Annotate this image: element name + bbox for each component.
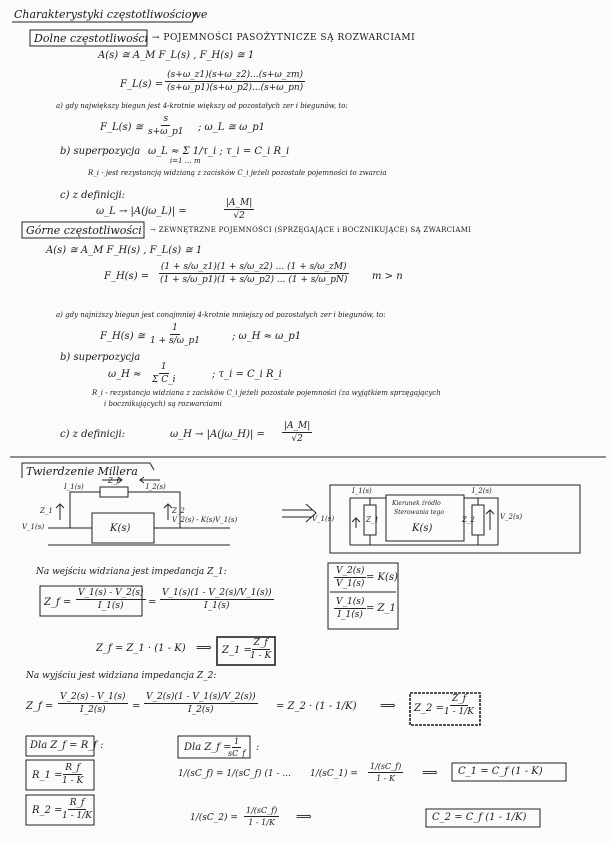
c-heading-den: sC_f [228,749,246,758]
high-a-text: a) gdy najniższy biegun jest conajmniej 4-krotnie mniejszy od pozostałych zer i biegunów, to: [56,311,386,319]
low-a-text: a) gdy największy biegun jest 4-krotnie większy od pozostałych zer i biegunów, to: [56,102,348,110]
in-eq1-num: V_1(s) - V_2(s) [78,588,144,598]
lc-v1: V_1(s) [22,523,45,531]
low-b-note: R_i - jest rezystancją widzianą z zacisków C_i jeżeli pozostałe pojemności to zwarcia [88,169,387,177]
low-b-text: b) superpozycja [60,146,141,157]
lc-z1: Z_1 [40,507,53,515]
low-a-num: s [163,114,169,124]
in-res-num: Z_f [253,638,268,648]
r1-lhs: R_1 = [32,770,63,781]
high-b-note2: i bocznikujących) są rozwarciami [104,400,222,408]
low-c-num: |A_M| [226,198,253,208]
low-c-fraction [224,198,254,221]
rc-i1: I_1(s) [352,487,372,495]
out-res-frac [442,694,476,717]
in-eq1-frac [76,588,146,611]
in-res-den: 1 - K [250,651,272,661]
high-c-eq: ω_H → |A(jω_H)| = [170,429,265,440]
high-a-num: 1 [172,323,178,333]
r2-lhs: R_2 = [32,805,63,816]
out-eq-mid: = [132,701,141,712]
high-b-note1: R_i - rezystancja widziana z zacisków C_i jeżeli pozostałe pojemności (za wyjątkiem sprzęgających [92,389,441,397]
high-c-fraction [282,421,312,444]
out-eq-num: V_2(s) - V_1(s) [60,692,126,702]
miller-out-heading: Na wyjściu jest widziana impedancja Z_2: [26,671,217,681]
miller-in-heading: Na wejściu widziana jest impedancja Z_1: [36,567,227,577]
side-z-den: I_1(s) [337,610,363,620]
c1-arrow: ⟹ [422,766,438,779]
r-heading: Dla Z_f = R_f : [30,740,104,751]
in-eq1-mid: = [148,597,157,608]
high-b-den: Σ C_i [152,375,176,385]
out-eq-frac2 [144,692,258,715]
high-statement: → ZEWNĘTRZNE POJEMNOŚCI (SPRZĘGAJĄCE i BOCZNIKUJĄCE) SĄ ZWARCIAMI [150,226,472,234]
high-a-eq: F_H(s) ≅ [100,331,146,342]
high-c-num: |A_M| [284,421,311,431]
r2-den: 1 - 1/K [62,811,92,821]
lc-z2: Z_2 [172,507,185,515]
in-eq1-num2: V_1(s)(1 - V_2(s)/V_1(s)) [162,588,272,598]
rc-src-l2: Sterowania tego [394,509,444,516]
r1-frac [60,763,85,786]
low-a-fraction [146,114,186,137]
in-res-lhs: Z_1 = [222,645,252,656]
high-a-eq2: ; ω_H ≈ ω_p1 [232,331,302,342]
c2-res: C_2 = C_f (1 - 1/K) [432,812,527,823]
side-k-frac [334,566,366,589]
in-eq1-den2: I_1(s) [204,601,230,611]
c1-frac [368,762,403,783]
high-b-num: 1 [160,362,167,372]
side-z-rhs: = Z_1 [366,603,396,614]
low-fl-den: (s+ω_p1)(s+ω_p2)...(s+ω_pn) [167,83,304,93]
low-c-eq: ω_L → |A(jω_L)| = [96,206,187,217]
c2-num: 1/(sC_f) [246,806,278,815]
c1-eq2: 1/(sC_1) = [310,769,358,779]
miller-heading: Twierdzenie Millera [26,465,138,478]
lc-vout: V_2(s) - K(s)V_1(s) [172,516,238,524]
high-b-text: b) superpozycja [60,352,141,363]
side-z-num: V_1(s) [336,597,365,607]
lc-k: K(s) [110,523,131,534]
low-fl-fraction [165,70,305,93]
page-title: Charakterystyki częstotliwościowe [14,8,208,21]
high-fh-lhs: F_H(s) = [104,271,150,282]
r1-num: R_f [65,763,80,773]
c2-lhs: 1/(sC_2) = [190,813,238,823]
in-eq2: Z_f = Z_1 · (1 - K) [96,643,186,654]
c1-num: 1/(sC_f) [370,762,402,771]
high-fh-cond: m > n [372,271,403,282]
c-heading-end: : [256,742,260,753]
c1-den: 1 - K [376,774,396,783]
low-fl-lhs: F_L(s) = [120,79,164,90]
r2-frac [60,798,94,821]
rc-v2: V_2(s) [500,513,523,521]
out-res-lhs: Z_2 = [414,703,444,714]
rc-src-l1: Kierunek źródło [392,500,441,507]
lc-zf: Z_f [108,477,119,485]
in-eq1-den: I_1(s) [98,601,124,611]
c-heading-lhs: Dla Z_f = [184,742,232,753]
c1-eq: 1/(sC_f) = 1/(sC_f) (1 - ... [178,769,291,779]
high-c-den: √2 [291,434,303,444]
lc-i2: I_2(s) [146,483,166,491]
c1-res: C_1 = C_f (1 - K) [458,766,543,777]
out-res-num: Z_f [451,694,467,704]
c-heading-frac [226,737,247,758]
rc-v1: V_1(s) [312,515,335,523]
high-b-fraction [150,362,178,385]
low-fl-num: (s+ω_z1)(s+ω_z2)...(s+ω_zm) [167,70,304,80]
high-eq-a: A(s) ≅ A_M F_H(s) , F_L(s) ≅ 1 [46,245,203,256]
low-c-den: √2 [233,211,245,221]
high-fh-num: (1 + s/ω_z1)(1 + s/ω_z2) ... (1 + s/ω_zM) [160,262,347,272]
implies-arrow [282,504,316,522]
low-heading: Dolne częstotliwości [34,32,149,45]
low-c-text: c) z definicji: [60,190,126,201]
in-eq1-frac2 [160,588,274,611]
low-eq-a: A(s) ≅ A_M F_L(s) , F_H(s) ≅ 1 [98,50,255,61]
high-a-den: 1 + s/ω_p1 [150,336,200,346]
rc-i2: I_2(s) [472,487,492,495]
rc-z1: Z_1 [366,516,379,524]
side-k-rhs: = K(s) [366,572,398,583]
in-res-frac [248,638,273,661]
high-b-eq-lhs: ω_H ≈ [108,369,142,380]
out-eq-rhs: = Z_2 · (1 - 1/K) [276,701,357,712]
r1-den: 1 - K [62,776,84,786]
low-b-eq: ω_L ≈ Σ 1/τ_i ; τ_i = C_i R_i [148,146,290,157]
out-arrow: ⟹ [380,699,396,712]
out-eq-den: I_2(s) [80,705,106,715]
low-statement: → POJEMNOŚCI PASOŻYTNICZE SĄ ROZWARCIAMI [152,33,416,43]
high-b-eq2: ; τ_i = C_i R_i [212,369,282,380]
c2-arrow: ⟹ [296,810,312,823]
side-k-den: V_1(s) [336,579,365,589]
out-eq-num2: V_2(s)(1 - V_1(s)/V_2(s)) [146,692,256,702]
high-a-fraction [148,323,202,346]
out-eq-frac [58,692,128,715]
in-eq1-lhs: Z_f = [44,597,72,608]
side-z-frac [334,597,366,620]
r2-num: R_f [69,798,85,808]
high-fh-den: (1 + s/ω_p1)(1 + s/ω_p2) ... (1 + s/ω_pN) [160,275,348,285]
low-b-limits: i=1 … m [170,157,201,165]
low-a-den: s+ω_p1 [148,127,184,137]
out-eq-lhs: Z_f = [26,701,54,712]
high-fh-fraction [158,262,349,285]
c2-den: 1 - 1/K [248,818,275,827]
lc-i1: I_1(s) [64,483,84,491]
c2-frac [244,806,279,827]
in-eq2-arrow: ⟹ [196,641,212,654]
c-heading-num: 1 [234,737,240,746]
rc-z2: Z_2 [462,516,475,524]
low-a-eq: F_L(s) ≅ [100,122,144,133]
out-res-den: 1 - 1/K [444,707,474,717]
high-heading: Górne częstotliwości [26,224,142,237]
out-eq-den2: I_2(s) [188,705,214,715]
high-c-text: c) z definicji: [60,429,126,440]
low-a-eq2: ; ω_L ≅ ω_p1 [198,122,265,133]
rc-k: K(s) [412,523,433,534]
side-k-num: V_2(s) [336,566,365,576]
